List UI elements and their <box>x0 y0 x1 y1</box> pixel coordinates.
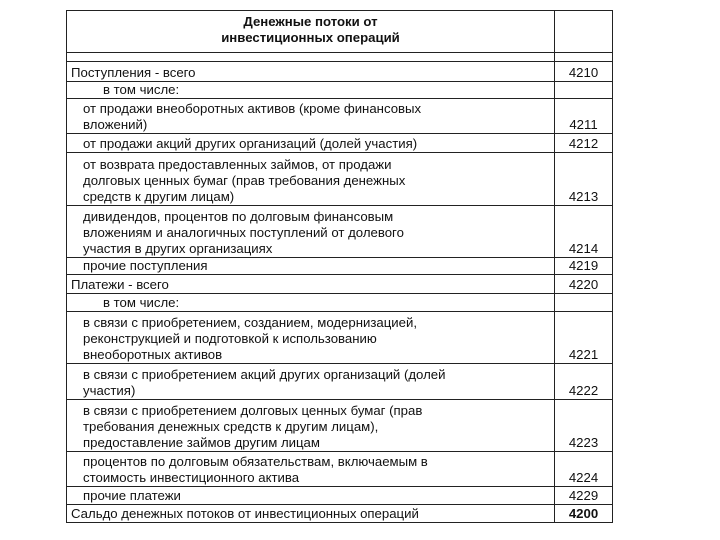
table-row <box>67 258 613 275</box>
row-label-line: долговых ценных бумаг (прав требования денежных <box>83 173 406 188</box>
row-label <box>67 364 555 400</box>
cash-flow-table <box>66 10 613 523</box>
row-label <box>67 487 555 505</box>
row-code: 4224 <box>555 452 613 487</box>
row-code: 4222 <box>555 364 613 400</box>
table-row <box>67 400 613 452</box>
row-label <box>67 312 555 364</box>
row-label <box>67 275 555 294</box>
table-row <box>67 153 613 206</box>
row-label-line: в связи с приобретением, созданием, модернизацией, <box>83 315 418 330</box>
row-code: 4223 <box>555 400 613 452</box>
row-label-line: прочие поступления <box>83 258 208 273</box>
row-label-line: вложений) <box>83 117 148 132</box>
row-code: 4213 <box>555 153 613 206</box>
table-row <box>67 487 613 505</box>
row-label-line: вложениям и аналогичных поступлений от долевого <box>83 225 404 240</box>
table-row <box>67 294 613 312</box>
row-label-line: в связи с приобретением акций других организаций (долей <box>83 367 446 382</box>
table-row <box>67 452 613 487</box>
cash-flow-document <box>66 10 612 523</box>
row-code: 4221 <box>555 312 613 364</box>
table-row <box>67 82 613 99</box>
row-code: 4211 <box>555 99 613 134</box>
row-code: 4210 <box>555 62 613 82</box>
row-label-line: предоставление займов другим лицам <box>83 435 320 450</box>
table-header-row <box>67 11 613 53</box>
table-row <box>67 312 613 364</box>
spacer-cell <box>555 53 613 62</box>
row-label-line: средств к другим лицам) <box>83 189 235 204</box>
row-code: 4214 <box>555 206 613 258</box>
row-label-line: от продажи внеоборотных активов (кроме финансовых <box>83 101 422 116</box>
row-label <box>67 505 555 523</box>
row-label <box>67 294 555 312</box>
row-code: 4229 <box>555 487 613 505</box>
row-label-line: Платежи - всего <box>71 277 169 292</box>
row-label-line: реконструкцией и подготовкой к использованию <box>83 331 377 346</box>
table-row <box>67 62 613 82</box>
row-label-line: в связи с приобретением долговых ценных бумаг (прав <box>83 403 423 418</box>
row-code: 4212 <box>555 134 613 153</box>
row-code: 4200 <box>555 505 613 523</box>
row-label <box>67 400 555 452</box>
row-label-line: от возврата предоставленных займов, от продажи <box>83 157 392 172</box>
row-label-line: Сальдо денежных потоков от инвестиционных операций <box>71 506 419 521</box>
table-row <box>67 275 613 294</box>
row-label <box>67 153 555 206</box>
row-label <box>67 82 555 99</box>
row-label-line: прочие платежи <box>83 488 181 503</box>
row-code: 4219 <box>555 258 613 275</box>
row-label-line: процентов по долговым обязательствам, включаемым в <box>83 454 428 469</box>
table-row <box>67 134 613 153</box>
row-label <box>67 258 555 275</box>
row-code <box>555 82 613 99</box>
row-code <box>555 294 613 312</box>
spacer-cell <box>67 53 555 62</box>
table-row <box>67 364 613 400</box>
row-label-line: участия в других организациях <box>83 241 273 256</box>
table-row <box>67 99 613 134</box>
row-label <box>67 99 555 134</box>
row-label-line: внеоборотных активов <box>83 347 223 362</box>
row-label <box>67 206 555 258</box>
row-label <box>67 452 555 487</box>
row-label-line: в том числе: <box>103 82 180 97</box>
row-label <box>67 62 555 82</box>
row-label-line: в том числе: <box>103 295 180 310</box>
row-code: 4220 <box>555 275 613 294</box>
row-label-line: Поступления - всего <box>71 65 196 80</box>
spacer-row <box>67 53 613 62</box>
table-title <box>67 11 555 53</box>
row-label-line: от продажи акций других организаций (долей участия) <box>83 136 418 151</box>
row-label-line: дивидендов, процентов по долговым финансовым <box>83 209 394 224</box>
row-label-line: требования денежных средств к другим лицам), <box>83 419 379 434</box>
table-row <box>67 206 613 258</box>
row-label <box>67 134 555 153</box>
title-line: Денежные потоки от <box>243 14 378 29</box>
header-code-cell <box>555 11 613 53</box>
row-label-line: участия) <box>83 383 136 398</box>
table-row <box>67 505 613 523</box>
title-line: инвестиционных операций <box>221 30 400 45</box>
row-label-line: стоимость инвестиционного актива <box>83 470 300 485</box>
